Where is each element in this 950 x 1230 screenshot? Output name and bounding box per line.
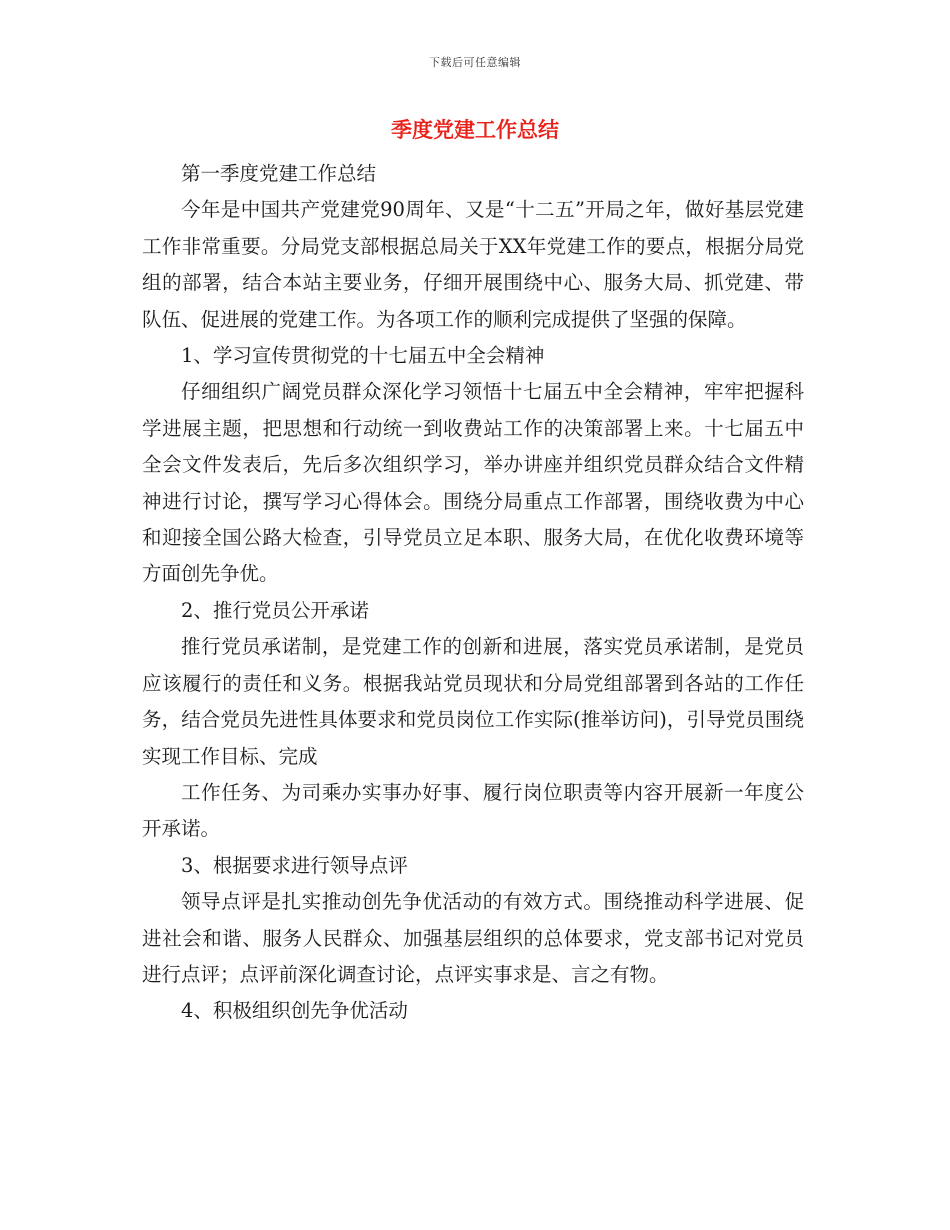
section-heading-2: 2、推行党员公开承诺 <box>181 598 369 622</box>
document-title: 季度党建工作总结 <box>391 118 559 142</box>
paragraph-section-2-continued: 工作任务、为司乘办实事办好事、履行岗位职责等内容开展新一年度公开承诺。 <box>142 780 804 841</box>
document-body <box>142 156 804 1030</box>
section-heading-4: 4、积极组织创先争优活动 <box>181 999 408 1023</box>
section-subtitle: 第一季度党建工作总结 <box>181 162 377 185</box>
section-heading-3: 3、根据要求进行领导点评 <box>181 853 408 877</box>
paragraph-section-3: 领导点评是扎实推动创先争优活动的有效方式。围绕推动科学进展、促进社会和谐、服务人民群众、加强基层组织的总体要求，党支部书记对党员进行点评；点评前深化调查讨论，点评实事求是、言之有物。 <box>142 890 804 986</box>
header-note: 下载后可任意编辑 <box>429 56 521 69</box>
section-heading-1: 1、学习宣传贯彻党的十七届五中全会精神 <box>181 344 545 368</box>
paragraph-intro: 今年是中国共产党建党90周年、又是“十二五”开局之年，做好基层党建工作非常重要。分局党支部根据总局关于XX年党建工作的要点，根据分局党组的部署，结合本站主要业务，仔细开展围绕中心、服务大局、抓党建、带队伍、促进展的党建工作。为各项工作的顺利完成提供了坚强的保障。 <box>142 198 804 331</box>
paragraph-section-2: 推行党员承诺制，是党建工作的创新和进展，落实党员承诺制，是党员应该履行的责任和义务。根据我站党员现状和分局党组部署到各站的工作任务，结合党员先进性具体要求和党员岗位工作实际(推举访问)，引导党员围绕实现工作目标、完成 <box>142 635 804 768</box>
paragraph-section-1: 仔细组织广阔党员群众深化学习领悟十七届五中全会精神，牢牢把握科学进展主题，把思想和行动统一到收费站工作的决策部署上来。十七届五中全会文件发表后，先后多次组织学习，举办讲座并组织党员群众结合文件精神进行讨论，撰写学习心得体会。围绕分局重点工作部署，围绕收费为中心和迎接全国公路大检查，引导党员立足本职、服务大局，在优化收费环境等方面创先争优。 <box>142 380 804 586</box>
